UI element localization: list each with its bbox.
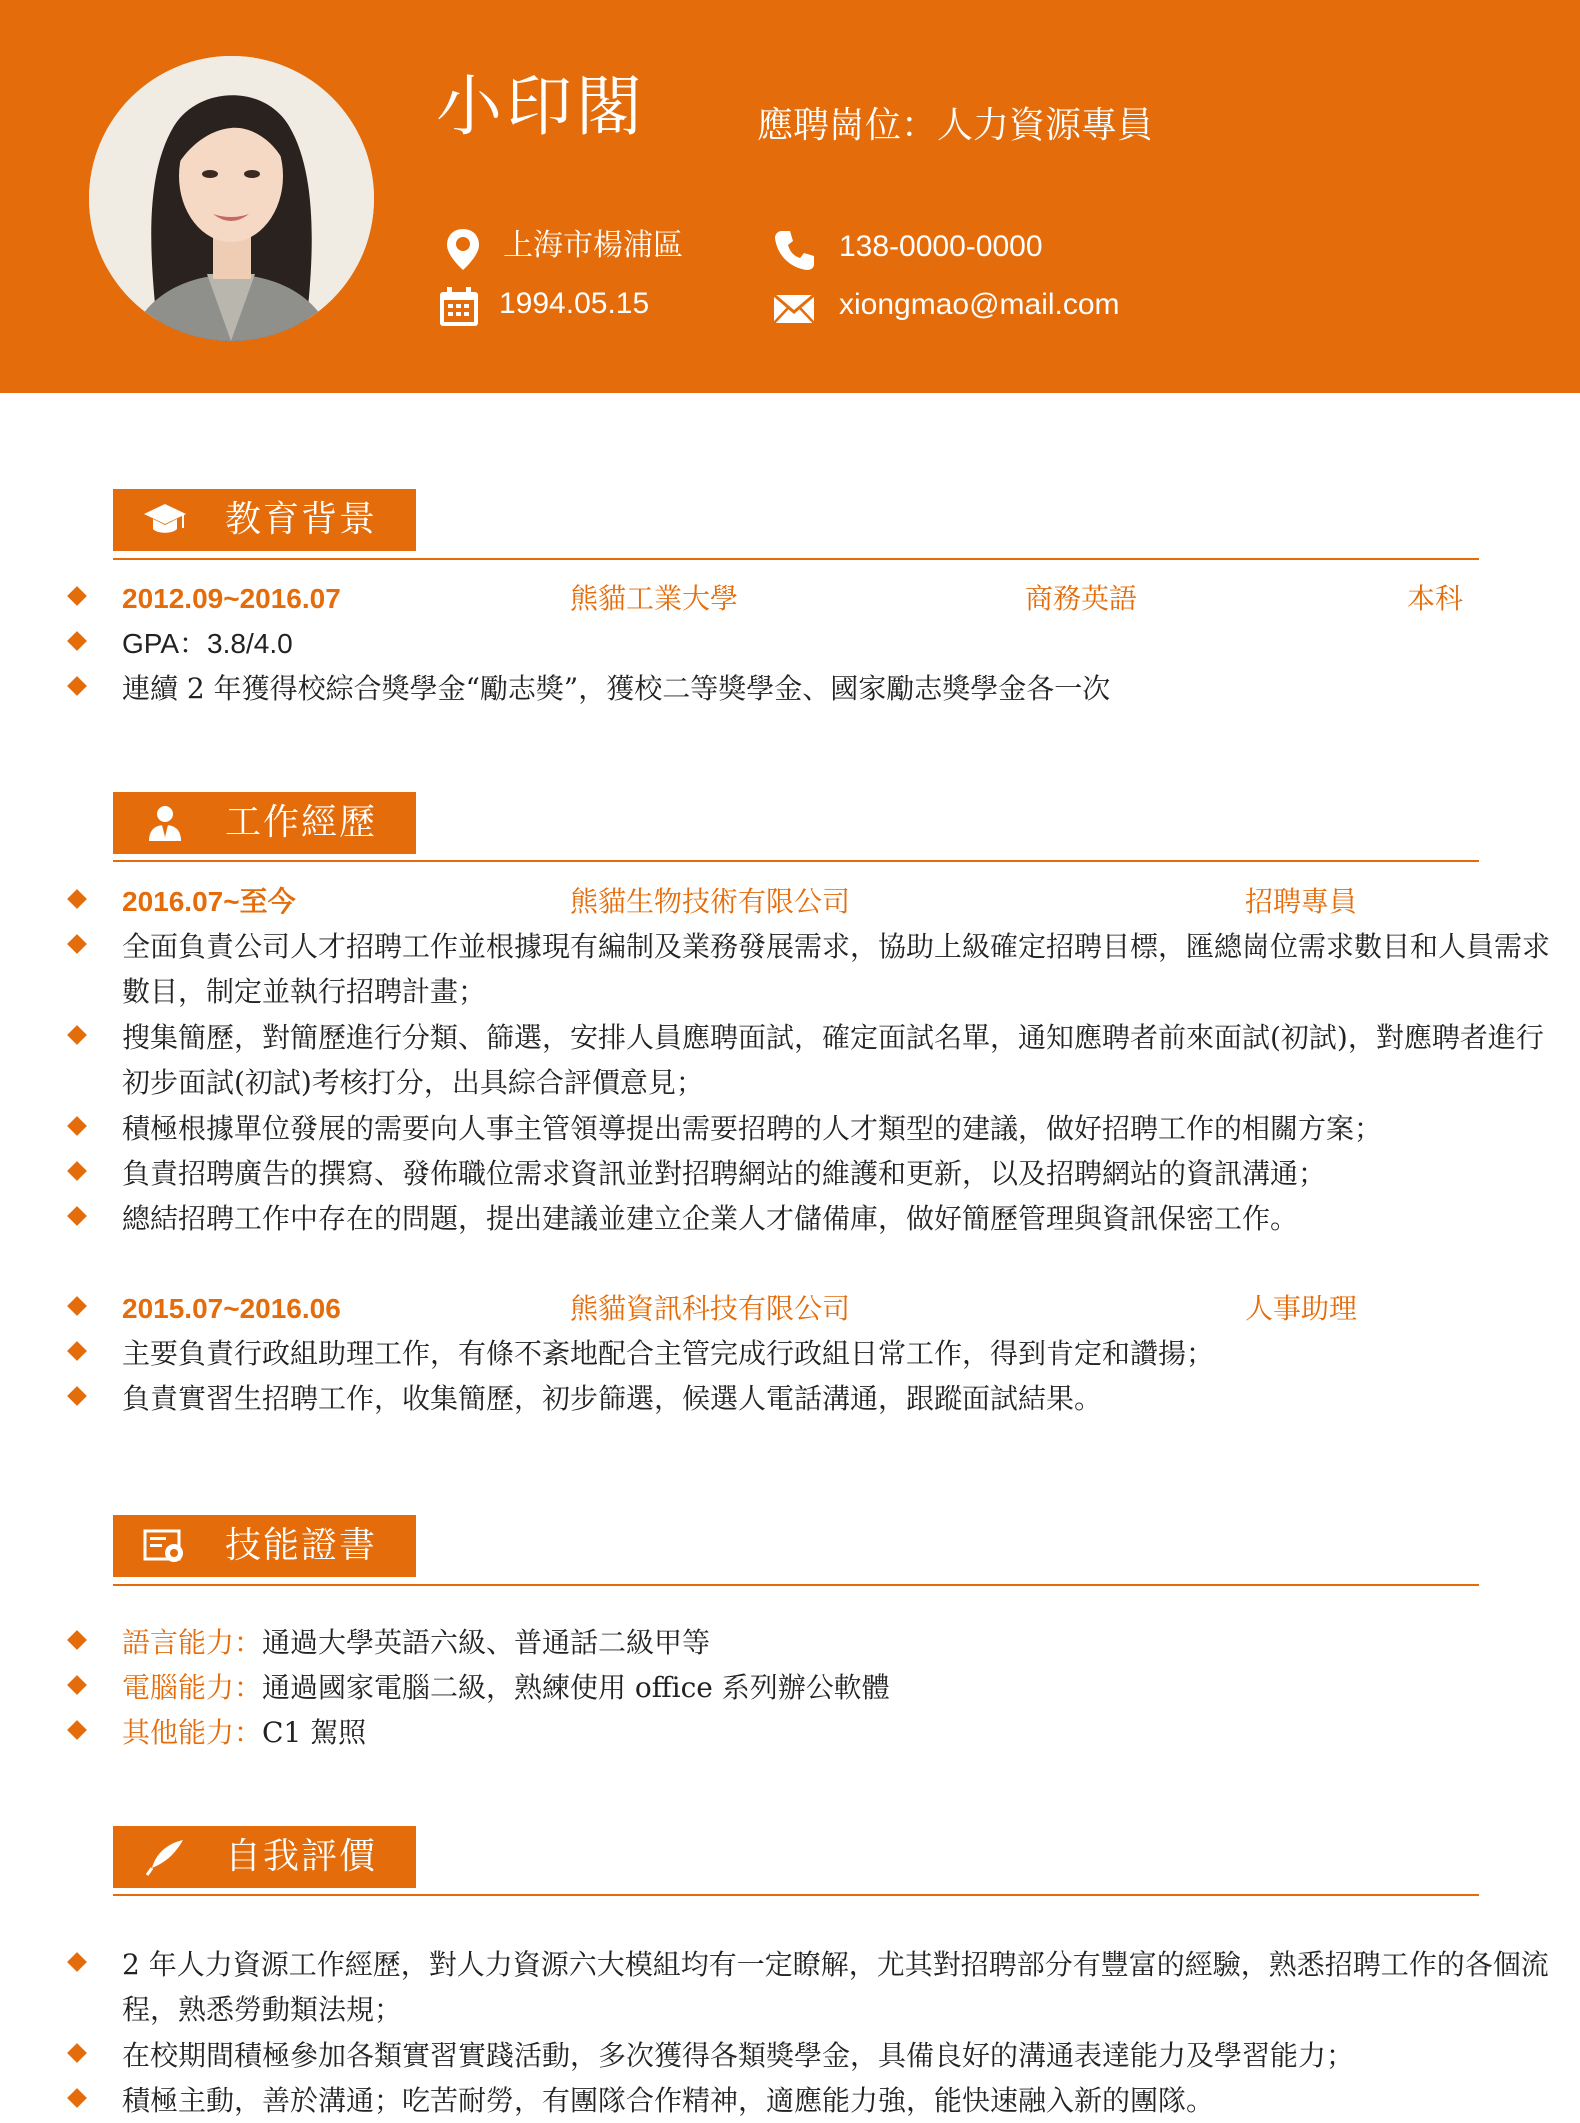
email-text: xiongmao@mail.com	[839, 288, 1120, 321]
section-title-self-evaluation: 自我評價	[225, 1836, 378, 1877]
graduation-cap-icon	[143, 501, 187, 539]
self-item-text: 在校期間積極參加各類實習實踐活動，多次獲得各類獎學金，具備良好的溝通表達能力及學習能力；	[122, 2039, 1355, 2072]
job-item-text: 搜集簡歷，對簡歷進行分類、篩選，安排人員應聘面試，確定面試名單，通知應聘者前來面試(初試)，對應聘者進行初步面試(初試)考核打分，出具綜合評價意見；	[122, 1021, 1544, 1099]
divider-skills	[113, 1584, 1479, 1586]
divider-education	[113, 558, 1479, 560]
feather-pen-icon	[143, 1838, 187, 1876]
section-education	[113, 489, 416, 551]
education-gpa: GPA：3.8/4.0	[122, 628, 293, 659]
skill-value: 通過國家電腦二級，熟練使用 office 系列辦公軟體	[262, 1671, 890, 1704]
bullet-diamond	[67, 1386, 87, 1406]
job-date: 2015.07~2016.06	[122, 1293, 341, 1324]
education-date: 2012.09~2016.07	[122, 583, 341, 614]
birthdate-text: 1994.05.15	[499, 287, 650, 320]
job-item-text: 總結招聘工作中存在的問題，提出建議並建立企業人才儲備庫，做好簡歷管理與資訊保密工作。	[122, 1202, 1299, 1235]
bullet-diamond	[67, 2088, 87, 2108]
education-school: 熊貓工業大學	[570, 582, 739, 615]
education-degree: 本科	[1407, 582, 1464, 615]
skill-value: C1 駕照	[262, 1716, 367, 1749]
section-work	[113, 792, 416, 854]
calendar-icon	[437, 285, 481, 329]
bullet-diamond	[67, 1675, 87, 1695]
bullet-diamond	[67, 2043, 87, 2063]
education-award: 連續 2 年獲得校綜合獎學金“勵志獎”，獲校二等獎學金、國家勵志獎學金各一次	[122, 672, 1111, 705]
job-item-text: 全面負責公司人才招聘工作並根據現有編制及業務發展需求，協助上級確定招聘目標，匯總崗位需求數目和人員需求數目，制定並執行招聘計畫；	[122, 930, 1551, 1008]
bullet-diamond	[67, 1116, 87, 1136]
bullet-diamond	[67, 1341, 87, 1361]
applied-position: 應聘崗位：人力資源專員	[757, 105, 1154, 146]
education-major: 商務英語	[1025, 582, 1138, 615]
bullet-diamond	[67, 889, 87, 909]
avatar	[89, 56, 374, 341]
job-role: 人事助理	[1245, 1292, 1358, 1325]
bullet-diamond	[67, 1161, 87, 1181]
self-item-text: 積極主動，善於溝通；吃苦耐勞，有團隊合作精神，適應能力強，能快速融入新的團隊。	[122, 2084, 1215, 2117]
self-item-text: 2 年人力資源工作經歷，對人力資源六大模組均有一定瞭解，尤其對招聘部分有豐富的經驗，熟悉招聘工作的各個流程，熟悉勞動類法規；	[122, 1948, 1549, 2026]
job-item-text: 負責實習生招聘工作，收集簡歷，初步篩選，候選人電話溝通，跟蹤面試結果。	[122, 1382, 1103, 1415]
section-title-work: 工作經歷	[225, 802, 378, 843]
job-item-text: 積極根據單位發展的需要向人事主管領導提出需要招聘的人才類型的建議，做好招聘工作的相關方案；	[122, 1112, 1383, 1145]
bullet-diamond	[67, 1206, 87, 1226]
location-pin-icon	[441, 227, 485, 271]
phone-text: 138-0000-0000	[839, 230, 1043, 263]
bullet-diamond	[67, 1630, 87, 1650]
location-text: 上海市楊浦區	[503, 228, 683, 263]
bullet-diamond	[67, 1025, 87, 1045]
job-item-text: 負責招聘廣告的撰寫、發佈職位需求資訊並對招聘網站的維護和更新，以及招聘網站的資訊溝通；	[122, 1157, 1327, 1190]
skill-value: 通過大學英語六級、普通話二級甲等	[262, 1626, 711, 1659]
skill-label: 其他能力：	[122, 1716, 263, 1749]
person-icon	[143, 804, 187, 842]
phone-icon	[773, 228, 817, 272]
bullet-diamond	[67, 934, 87, 954]
job-role: 招聘專員	[1245, 885, 1358, 918]
section-skills	[113, 1515, 416, 1577]
bullet-diamond	[67, 1952, 87, 1972]
bullet-diamond	[67, 1296, 87, 1316]
avatar-photo	[89, 56, 374, 341]
job-company: 熊貓生物技術有限公司	[570, 885, 851, 918]
mail-icon	[772, 288, 816, 332]
job-date: 2016.07~至今	[122, 886, 296, 917]
divider-work	[113, 860, 1479, 862]
divider-self-evaluation	[113, 1894, 1479, 1896]
section-self-evaluation	[113, 1826, 416, 1888]
job-item-text: 主要負責行政組助理工作，有條不紊地配合主管完成行政組日常工作，得到肯定和讚揚；	[122, 1337, 1215, 1370]
bullet-diamond	[67, 631, 87, 651]
bullet-diamond	[67, 586, 87, 606]
section-title-education: 教育背景	[225, 499, 378, 540]
bullet-diamond	[67, 676, 87, 696]
skill-label: 電腦能力：	[122, 1671, 263, 1704]
skill-label: 語言能力：	[122, 1626, 263, 1659]
bullet-diamond	[67, 1720, 87, 1740]
candidate-name: 小印閣	[436, 68, 646, 145]
section-title-skills: 技能證書	[225, 1525, 378, 1566]
certificate-icon	[143, 1527, 187, 1565]
job-company: 熊貓資訊科技有限公司	[570, 1292, 851, 1325]
header-banner	[0, 0, 1580, 393]
